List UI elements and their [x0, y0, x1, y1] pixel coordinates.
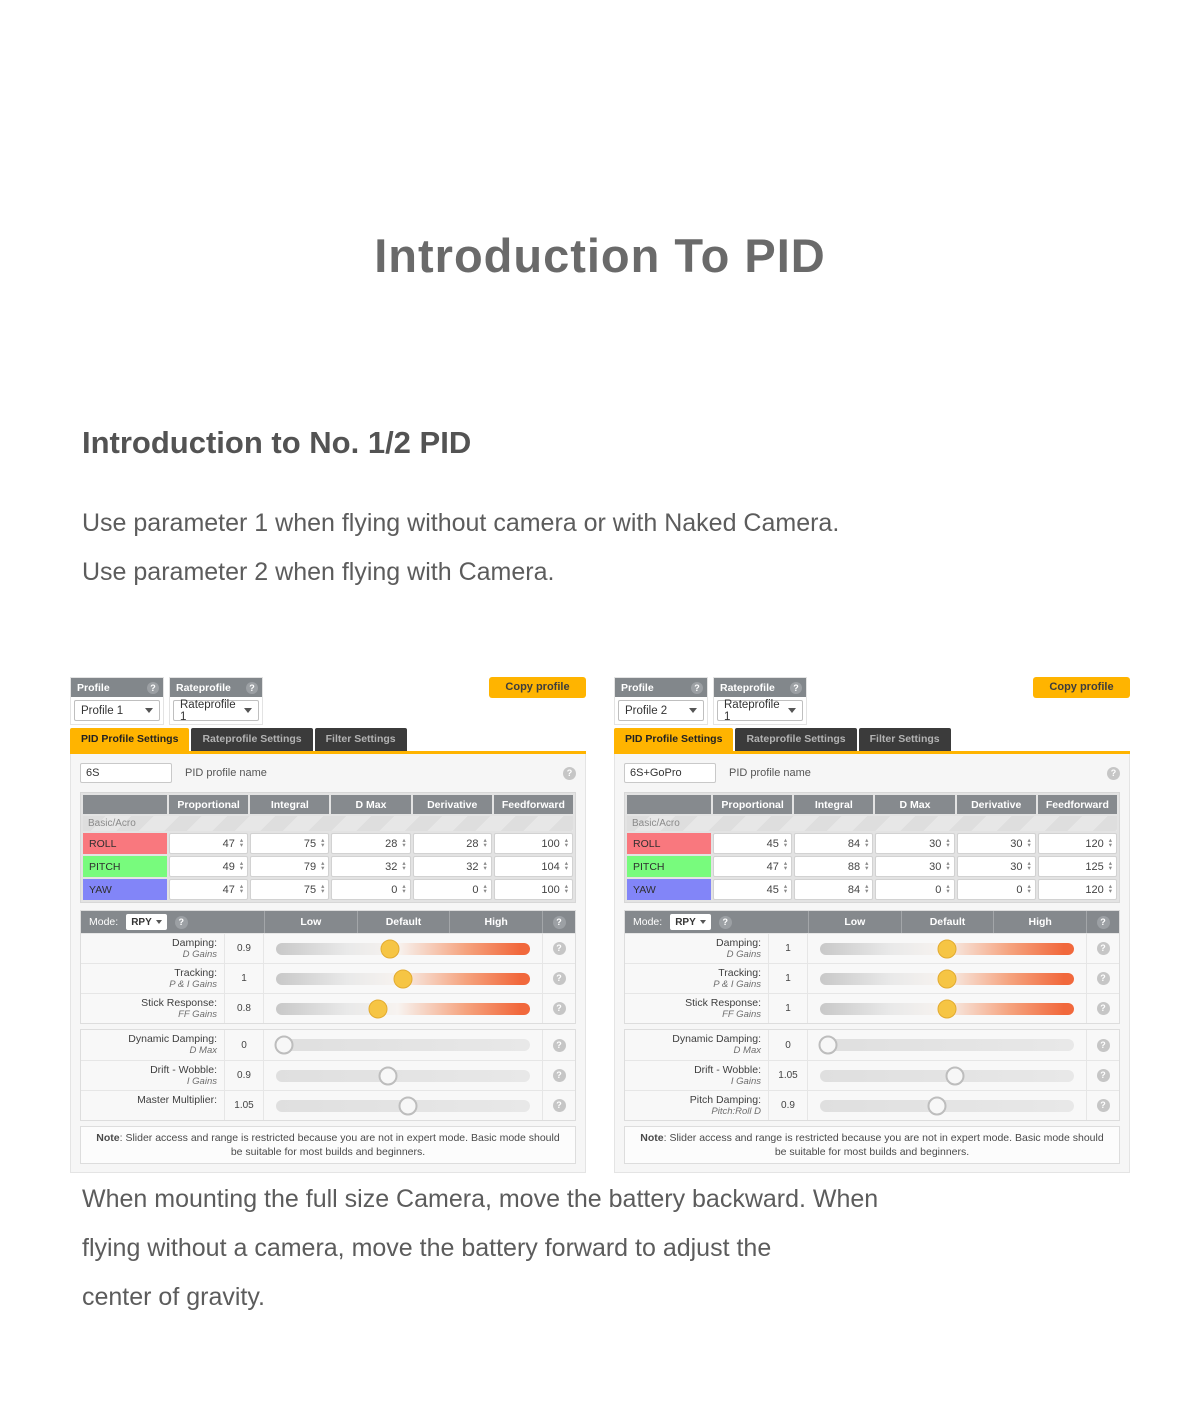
- pid-value-cell[interactable]: 125 ▴ ▾: [1038, 856, 1117, 877]
- pid-settings-content: [70, 754, 586, 1173]
- slider-row-tracking: Tracking: P & I Gains 1 ?: [625, 963, 1119, 993]
- pid-value-cell[interactable]: 0 ▴ ▾: [331, 879, 410, 900]
- pid-profile-name-input[interactable]: [624, 763, 716, 783]
- stepper-icon[interactable]: [565, 885, 568, 894]
- column-header: D Max: [875, 795, 954, 814]
- help-icon[interactable]: [719, 916, 732, 929]
- help-icon[interactable]: [563, 767, 576, 780]
- stepper-icon[interactable]: [402, 885, 405, 894]
- axis-label-yaw: YAW: [83, 879, 167, 900]
- tab-filter-settings[interactable]: Filter Settings: [315, 728, 407, 751]
- footer-line: When mounting the full size Camera, move the battery backward. When: [82, 1185, 879, 1213]
- tab-pid-profile-settings[interactable]: PID Profile Settings: [70, 728, 189, 751]
- pid-value-cell[interactable]: 75 ▴ ▾: [250, 879, 329, 900]
- pid-value-cell[interactable]: 45 ▴ ▾: [713, 879, 792, 900]
- pid-value-cell[interactable]: 84 ▴ ▾: [794, 879, 873, 900]
- pid-profile-name-input[interactable]: [80, 763, 172, 783]
- stepper-icon[interactable]: [1109, 885, 1112, 894]
- dynamic-damping-slider: [276, 1039, 530, 1051]
- slider-value: 0: [768, 1030, 808, 1060]
- profile-dropdown-value: Profile 1: [81, 704, 124, 717]
- help-icon[interactable]: [553, 972, 566, 985]
- pid-value-cell[interactable]: 104 ▴ ▾: [494, 856, 573, 877]
- help-icon[interactable]: [1097, 972, 1110, 985]
- mode-dropdown[interactable]: RPY: [670, 914, 711, 930]
- section-heading: Introduction to No. 1/2 PID: [82, 425, 472, 460]
- slider-col-default: Default: [901, 911, 994, 933]
- tuning-sliders-main: [624, 910, 1120, 1024]
- profile-dropdown[interactable]: [74, 700, 160, 721]
- damping-slider[interactable]: [820, 943, 1074, 955]
- slider-header-row: [81, 911, 575, 933]
- profile-selector-group: [70, 677, 164, 725]
- master-multiplier-slider: [276, 1100, 530, 1112]
- stepper-icon[interactable]: [321, 885, 324, 894]
- slider-col-low: Low: [264, 911, 357, 933]
- slider-value: 0: [224, 1030, 264, 1060]
- slider-knob: [945, 1066, 964, 1085]
- stepper-icon[interactable]: [321, 839, 324, 848]
- rateprofile-selector-group: [713, 677, 807, 725]
- pid-profile-name-label: PID profile name: [185, 767, 267, 779]
- column-header: Derivative: [957, 795, 1036, 814]
- stepper-icon[interactable]: [1028, 839, 1031, 848]
- slider-row-dynamic-damping: Dynamic Damping: D Max 0 ?: [81, 1030, 575, 1060]
- screenshot-panels: [70, 677, 1200, 1158]
- slider-row-damping: Damping: D Gains 0.9 ?: [81, 933, 575, 963]
- rateprofile-header-label: Rateprofile: [720, 681, 775, 694]
- axis-label-yaw: YAW: [627, 879, 711, 900]
- pid-value-cell[interactable]: 28 ▴ ▾: [413, 833, 492, 854]
- tuning-sliders-advanced: [80, 1029, 576, 1121]
- profile-selector-row: [70, 677, 586, 728]
- settings-tabs: [70, 728, 586, 754]
- help-icon[interactable]: [691, 682, 703, 694]
- slider-row-stick-response: Stick Response: FF Gains 0.8 ?: [81, 993, 575, 1023]
- pid-value-cell[interactable]: 120 ▴ ▾: [1038, 879, 1117, 900]
- help-icon[interactable]: [553, 1069, 566, 1082]
- column-header: Feedforward: [1038, 795, 1117, 814]
- mode-label: Mode:: [633, 916, 663, 928]
- slider-row-drift-wobble: Drift - Wobble: I Gains 0.9 ?: [81, 1060, 575, 1090]
- slider-value: 0.9: [224, 934, 264, 963]
- profile-name-row: [80, 761, 576, 785]
- stepper-icon[interactable]: [1109, 862, 1112, 871]
- slider-row-master-multiplier: Master Multiplier: 1.05 ?: [81, 1090, 575, 1120]
- help-icon[interactable]: [1097, 1039, 1110, 1052]
- pid-gains-table: [624, 792, 1120, 903]
- stepper-icon[interactable]: [565, 862, 568, 871]
- slider-knob: [818, 1036, 837, 1055]
- axis-label-pitch: PITCH: [83, 856, 167, 877]
- help-icon[interactable]: [553, 1039, 566, 1052]
- chevron-down-icon: [788, 708, 796, 713]
- intro-paragraph: [82, 499, 1200, 597]
- axis-label-roll: ROLL: [83, 833, 167, 854]
- profile-selector-row: [614, 677, 1130, 728]
- pid-value-cell[interactable]: 30 ▴ ▾: [875, 833, 954, 854]
- pid-value-cell[interactable]: 120 ▴ ▾: [1038, 833, 1117, 854]
- slider-row-pitch-damping: Pitch Damping: Pitch:Roll D 0.9 ?: [625, 1090, 1119, 1120]
- slider-knob[interactable]: [938, 969, 957, 988]
- rateprofile-selector-group: [169, 677, 263, 725]
- stepper-icon[interactable]: [865, 839, 868, 848]
- slider-knob[interactable]: [368, 999, 387, 1018]
- tab-filter-settings[interactable]: Filter Settings: [859, 728, 951, 751]
- help-icon[interactable]: [1097, 1002, 1110, 1015]
- stepper-icon[interactable]: [784, 885, 787, 894]
- slider-knob: [927, 1096, 946, 1115]
- pid-value-cell[interactable]: 30 ▴ ▾: [957, 856, 1036, 877]
- stepper-icon[interactable]: [946, 885, 949, 894]
- help-icon[interactable]: [553, 1099, 566, 1112]
- slider-col-high: High: [449, 911, 542, 933]
- slider-col-low: Low: [808, 911, 901, 933]
- rateprofile-header: [170, 678, 262, 697]
- slider-value: 1.05: [224, 1091, 264, 1120]
- pid-value-cell[interactable]: 47 ▴ ▾: [713, 856, 792, 877]
- tab-pid-profile-settings[interactable]: PID Profile Settings: [614, 728, 733, 751]
- pid-value-cell[interactable]: 100 ▴ ▾: [494, 879, 573, 900]
- footer-line: flying without a camera, move the battery forward to adjust the: [82, 1234, 772, 1262]
- pid-value-cell[interactable]: 30 ▴ ▾: [957, 833, 1036, 854]
- help-icon[interactable]: [147, 682, 159, 694]
- mode-dropdown[interactable]: RPY: [126, 914, 167, 930]
- stepper-icon[interactable]: [865, 862, 868, 871]
- copy-profile-button[interactable]: Copy profile: [489, 677, 586, 698]
- profile-dropdown-value: Profile 2: [625, 704, 668, 717]
- column-header: Integral: [250, 795, 329, 814]
- profile-name-row: [624, 761, 1120, 785]
- tracking-slider[interactable]: [276, 973, 530, 985]
- chevron-down-icon: [145, 708, 153, 713]
- column-header: Derivative: [413, 795, 492, 814]
- footer-paragraph: [82, 1175, 1200, 1322]
- pid-value-cell[interactable]: 79 ▴ ▾: [250, 856, 329, 877]
- stepper-icon[interactable]: [484, 885, 487, 894]
- slider-knob: [399, 1096, 418, 1115]
- pid-gains-table: [80, 792, 576, 903]
- stepper-icon[interactable]: [240, 885, 243, 894]
- pid-config-panel-2: [614, 677, 1130, 1158]
- slider-value: 0.8: [224, 994, 264, 1023]
- help-icon[interactable]: [246, 682, 258, 694]
- footer-line: center of gravity.: [82, 1283, 265, 1311]
- stepper-icon[interactable]: [1028, 862, 1031, 871]
- damping-slider[interactable]: [276, 943, 530, 955]
- pid-value-cell[interactable]: 47 ▴ ▾: [169, 833, 248, 854]
- slider-value: 1: [768, 964, 808, 993]
- slider-value: 1: [768, 934, 808, 963]
- pid-value-cell[interactable]: 49 ▴ ▾: [169, 856, 248, 877]
- help-icon[interactable]: [553, 942, 566, 955]
- chevron-down-icon: [700, 920, 706, 924]
- stepper-icon[interactable]: [784, 839, 787, 848]
- axis-label-pitch: PITCH: [627, 856, 711, 877]
- column-header: Integral: [794, 795, 873, 814]
- pitch-damping-slider: [820, 1100, 1074, 1112]
- dynamic-damping-slider: [820, 1039, 1074, 1051]
- drift-wobble-slider: [276, 1070, 530, 1082]
- table-group-label: Basic/Acro: [83, 816, 573, 831]
- chevron-down-icon: [156, 920, 162, 924]
- profile-dropdown[interactable]: [618, 700, 704, 721]
- stepper-icon[interactable]: [946, 839, 949, 848]
- help-icon[interactable]: [1097, 916, 1110, 929]
- stepper-icon[interactable]: [402, 862, 405, 871]
- slider-knob[interactable]: [381, 939, 400, 958]
- rateprofile-dropdown-value: Rateprofile 1: [724, 698, 780, 723]
- pid-value-cell[interactable]: 100 ▴ ▾: [494, 833, 573, 854]
- slider-row-tracking: Tracking: P & I Gains 1 ?: [81, 963, 575, 993]
- tuning-sliders-main: [80, 910, 576, 1024]
- stepper-icon[interactable]: [1028, 885, 1031, 894]
- pid-value-cell[interactable]: 84 ▴ ▾: [794, 833, 873, 854]
- axis-label-roll: ROLL: [627, 833, 711, 854]
- pid-value-cell[interactable]: 45 ▴ ▾: [713, 833, 792, 854]
- profile-header: [71, 678, 163, 697]
- help-icon[interactable]: [553, 1002, 566, 1015]
- tracking-slider[interactable]: [820, 973, 1074, 985]
- mode-label: Mode:: [89, 916, 119, 928]
- stepper-icon[interactable]: [1109, 839, 1112, 848]
- slider-knob[interactable]: [938, 999, 957, 1018]
- tab-rateprofile-settings[interactable]: Rateprofile Settings: [191, 728, 312, 751]
- slider-value: 1.05: [768, 1061, 808, 1090]
- help-icon[interactable]: [1097, 1069, 1110, 1082]
- settings-tabs: [614, 728, 1130, 754]
- slider-knob[interactable]: [938, 939, 957, 958]
- table-group-label: Basic/Acro: [627, 816, 1117, 831]
- help-icon[interactable]: [1107, 767, 1120, 780]
- rateprofile-dropdown[interactable]: [717, 700, 803, 721]
- slider-header-row: [625, 911, 1119, 933]
- column-header: Proportional: [713, 795, 792, 814]
- restriction-note: Note: Slider access and range is restricted because you are not in expert mode. Basic mode should be suitable for most builds and beginners.: [624, 1126, 1120, 1164]
- pid-value-cell[interactable]: 47 ▴ ▾: [169, 879, 248, 900]
- page-title: Introduction To PID: [374, 229, 826, 282]
- pid-value-cell[interactable]: 0 ▴ ▾: [957, 879, 1036, 900]
- drift-wobble-slider: [820, 1070, 1074, 1082]
- slider-value: 1: [768, 994, 808, 1023]
- help-icon[interactable]: [553, 916, 566, 929]
- profile-header-label: Profile: [621, 681, 654, 694]
- stick-response-slider[interactable]: [276, 1003, 530, 1015]
- profile-header: [615, 678, 707, 697]
- slider-knob: [274, 1036, 293, 1055]
- stepper-icon[interactable]: [946, 862, 949, 871]
- slider-row-drift-wobble: Drift - Wobble: I Gains 1.05 ?: [625, 1060, 1119, 1090]
- slider-col-high: High: [993, 911, 1086, 933]
- pid-value-cell[interactable]: 32 ▴ ▾: [331, 856, 410, 877]
- tab-rateprofile-settings[interactable]: Rateprofile Settings: [735, 728, 856, 751]
- pid-config-panel-1: [70, 677, 586, 1158]
- table-corner-cell: [627, 795, 711, 814]
- restriction-note: Note: Slider access and range is restricted because you are not in expert mode. Basic mode should be suitable for most builds and beginners.: [80, 1126, 576, 1164]
- copy-profile-button[interactable]: Copy profile: [1033, 677, 1130, 698]
- column-header: D Max: [331, 795, 410, 814]
- slider-knob: [378, 1066, 397, 1085]
- pid-value-cell[interactable]: 28 ▴ ▾: [331, 833, 410, 854]
- slider-value: 0.9: [768, 1091, 808, 1120]
- pid-value-cell[interactable]: 0 ▴ ▾: [875, 879, 954, 900]
- pid-profile-name-label: PID profile name: [729, 767, 811, 779]
- rateprofile-dropdown[interactable]: [173, 700, 259, 721]
- pid-value-cell[interactable]: 32 ▴ ▾: [413, 856, 492, 877]
- profile-header-label: Profile: [77, 681, 110, 694]
- stepper-icon[interactable]: [240, 839, 243, 848]
- tuning-sliders-advanced: [624, 1029, 1120, 1121]
- stick-response-slider[interactable]: [820, 1003, 1074, 1015]
- stepper-icon[interactable]: [784, 862, 787, 871]
- stepper-icon[interactable]: [484, 862, 487, 871]
- rateprofile-header-label: Rateprofile: [176, 681, 231, 694]
- pid-value-cell[interactable]: 30 ▴ ▾: [875, 856, 954, 877]
- slider-value: 0.9: [224, 1061, 264, 1090]
- stepper-icon[interactable]: [240, 862, 243, 871]
- help-icon[interactable]: [1097, 1099, 1110, 1112]
- slider-knob[interactable]: [394, 969, 413, 988]
- table-corner-cell: [83, 795, 167, 814]
- pid-value-cell[interactable]: 75 ▴ ▾: [250, 833, 329, 854]
- column-header: Feedforward: [494, 795, 573, 814]
- stepper-icon[interactable]: [484, 839, 487, 848]
- profile-selector-group: [614, 677, 708, 725]
- pid-value-cell[interactable]: 0 ▴ ▾: [413, 879, 492, 900]
- stepper-icon[interactable]: [321, 862, 324, 871]
- chevron-down-icon: [244, 708, 252, 713]
- column-header: Proportional: [169, 795, 248, 814]
- chevron-down-icon: [689, 708, 697, 713]
- slider-row-damping: Damping: D Gains 1 ?: [625, 933, 1119, 963]
- rateprofile-header: [714, 678, 806, 697]
- help-icon[interactable]: [175, 916, 188, 929]
- help-icon[interactable]: [790, 682, 802, 694]
- help-icon[interactable]: [1097, 942, 1110, 955]
- slider-row-dynamic-damping: Dynamic Damping: D Max 0 ?: [625, 1030, 1119, 1060]
- stepper-icon[interactable]: [402, 839, 405, 848]
- pid-value-cell[interactable]: 88 ▴ ▾: [794, 856, 873, 877]
- stepper-icon[interactable]: [565, 839, 568, 848]
- intro-line: Use parameter 1 when flying without camera or with Naked Camera.: [82, 509, 840, 537]
- stepper-icon[interactable]: [865, 885, 868, 894]
- slider-col-default: Default: [357, 911, 450, 933]
- rateprofile-dropdown-value: Rateprofile 1: [180, 698, 236, 723]
- slider-value: 1: [224, 964, 264, 993]
- intro-line: Use parameter 2 when flying with Camera.: [82, 558, 555, 586]
- slider-row-stick-response: Stick Response: FF Gains 1 ?: [625, 993, 1119, 1023]
- pid-settings-content: [614, 754, 1130, 1173]
